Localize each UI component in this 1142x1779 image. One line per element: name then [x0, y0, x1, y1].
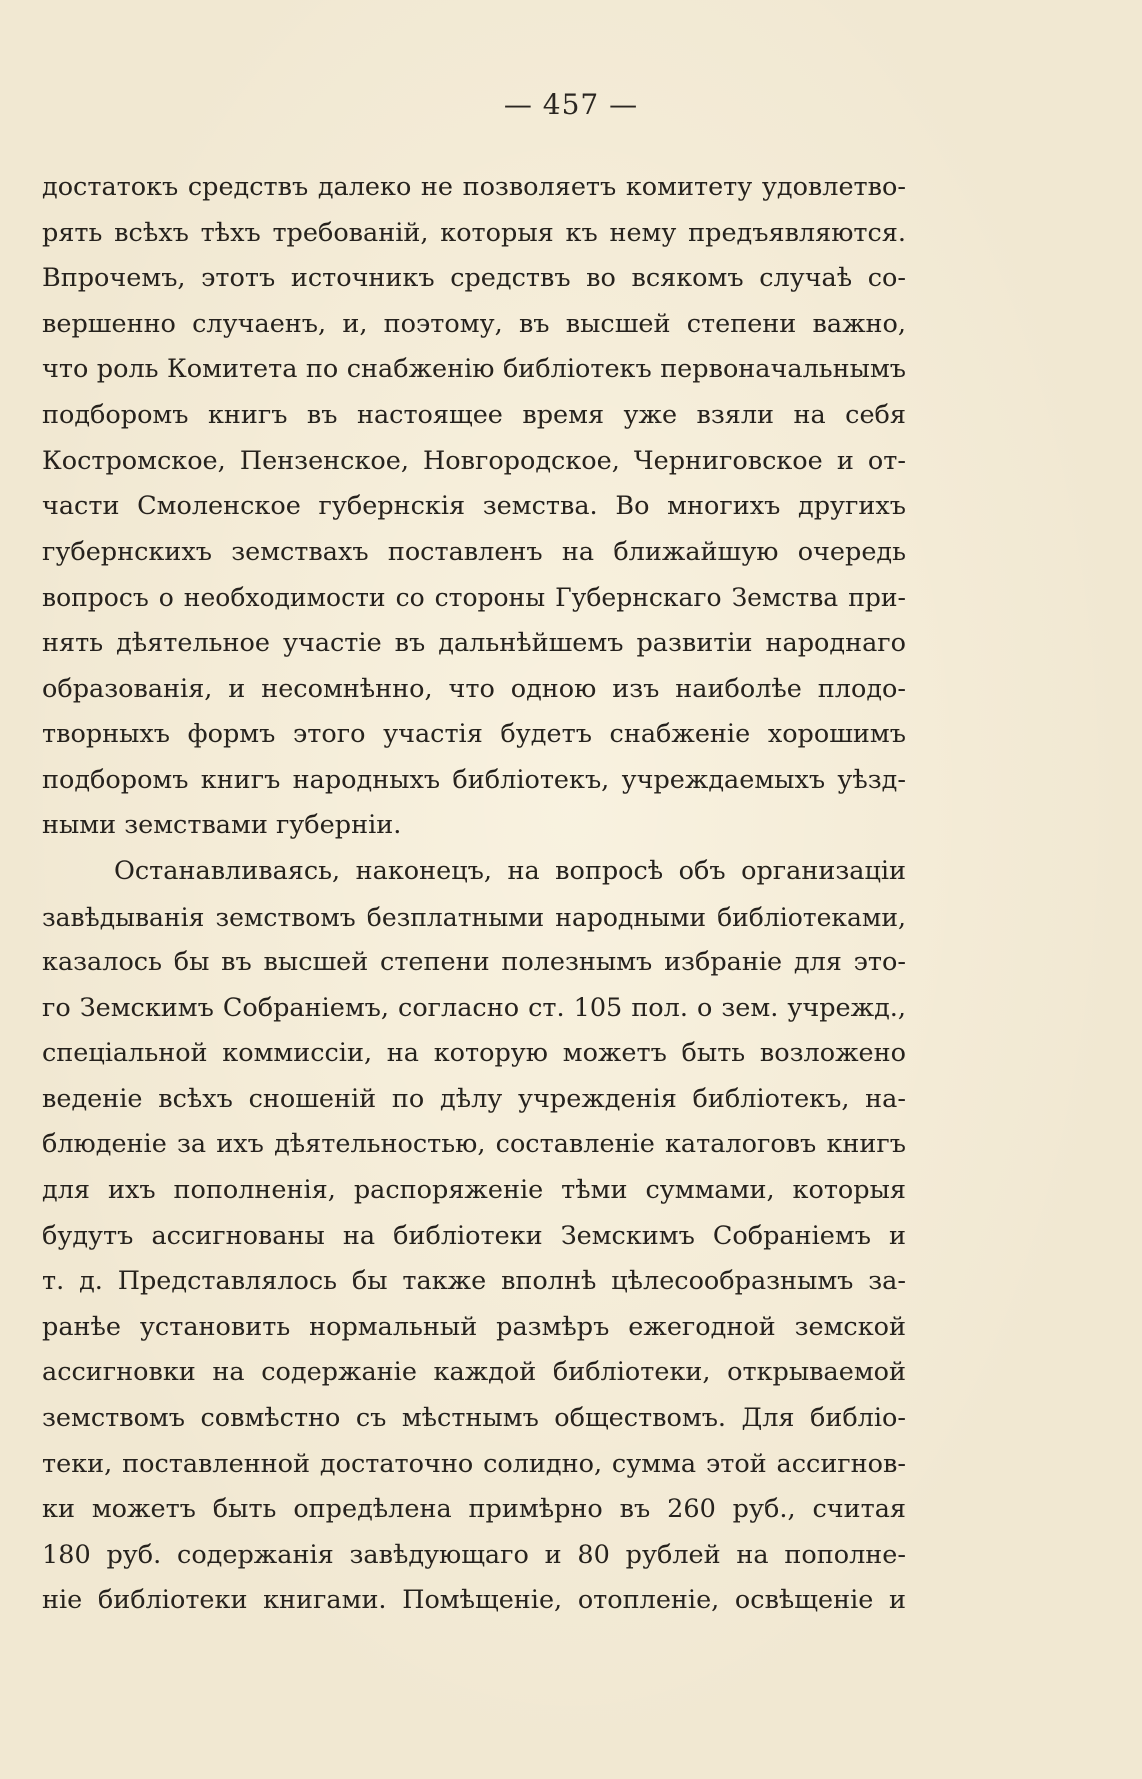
text-line: Останавливаясь, наконецъ, на вопросѣ объ организаціи: [114, 855, 906, 886]
text-line: 180 руб. содержанія завѣдующаго и 80 рублей на пополне-: [42, 1539, 906, 1570]
text-line: губернскихъ земствахъ поставленъ на ближайшую очередь: [42, 536, 906, 567]
text-line: Костромское, Пензенское, Новгородское, Черниговское и от-: [42, 445, 906, 476]
paragraph-2: [42, 849, 906, 1624]
text-line: образованія, и несомнѣнно, что одною изъ наиболѣе плодо-: [42, 673, 906, 704]
paragraph-1: [42, 165, 906, 849]
text-line: творныхъ формъ этого участія будетъ снабженіе хорошимъ: [42, 719, 906, 750]
text-line: ными земствами губерніи.: [42, 810, 402, 841]
text-line: части Смоленское губернскія земства. Во многихъ другихъ: [42, 491, 906, 522]
text-line: подборомъ книгъ въ настоящее время уже взяли на себя: [42, 399, 906, 430]
body-text: [42, 165, 906, 1624]
text-line: что роль Комитета по снабженію библіотекъ первоначальнымъ: [42, 354, 906, 385]
text-line: земствомъ совмѣстно съ мѣстнымъ обществомъ. Для библіо-: [42, 1403, 906, 1434]
text-line: Впрочемъ, этотъ источникъ средствъ во всякомъ случаѣ со-: [42, 263, 906, 294]
text-line: ранѣе установить нормальный размѣръ ежегодной земской: [42, 1311, 906, 1342]
text-line: завѣдыванія земствомъ безплатными народными библіотеками,: [42, 902, 906, 932]
text-line: рять всѣхъ тѣхъ требованій, которыя къ нему предъявляются.: [42, 217, 906, 248]
text-line: достатокъ средствъ далеко не позволяетъ комитету удовлетво-: [42, 172, 906, 202]
text-line: вопросъ о необходимости со стороны Губернскаго Земства при-: [42, 583, 906, 613]
text-line: спеціальной коммиссіи, на которую можетъ быть возложено: [42, 1038, 906, 1069]
text-line: т. д. Представлялось бы также вполнѣ цѣлесообразнымъ за-: [42, 1266, 906, 1297]
text-line: ніе библіотеки книгами. Помѣщеніе, отопленіе, освѣщеніе и: [42, 1585, 906, 1616]
page-number: — 457 —: [503, 88, 639, 121]
text-line: казалось бы въ высшей степени полезнымъ избраніе для это-: [42, 947, 906, 978]
text-line: нять дѣятельное участіе въ дальнѣйшемъ развитіи народнаго: [42, 627, 906, 658]
text-line: веденіе всѣхъ сношеній по дѣлу учрежденія библіотекъ, на-: [42, 1083, 906, 1114]
text-line: подборомъ книгъ народныхъ библіотекъ, учреждаемыхъ уѣзд-: [42, 764, 906, 795]
text-line: будутъ ассигнованы на библіотеки Земскимъ Собраніемъ и: [42, 1220, 906, 1251]
text-line: го Земскимъ Собраніемъ, согласно ст. 105 пол. о зем. учрежд.,: [42, 992, 906, 1023]
text-line: ки можетъ быть опредѣлена примѣрно въ 260 руб., считая: [42, 1494, 906, 1525]
text-line: теки, поставленной достаточно солидно, сумма этой ассигнов-: [42, 1448, 906, 1479]
text-line: блюденіе за ихъ дѣятельностью, составленіе каталоговъ книгъ: [42, 1129, 906, 1160]
text-line: для ихъ пополненія, распоряженіе тѣми суммами, которыя: [42, 1175, 906, 1206]
text-line: вершенно случаенъ, и, поэтому, въ высшей степени важно,: [42, 308, 906, 339]
text-line: ассигновки на содержаніе каждой библіотеки, открываемой: [42, 1357, 906, 1388]
